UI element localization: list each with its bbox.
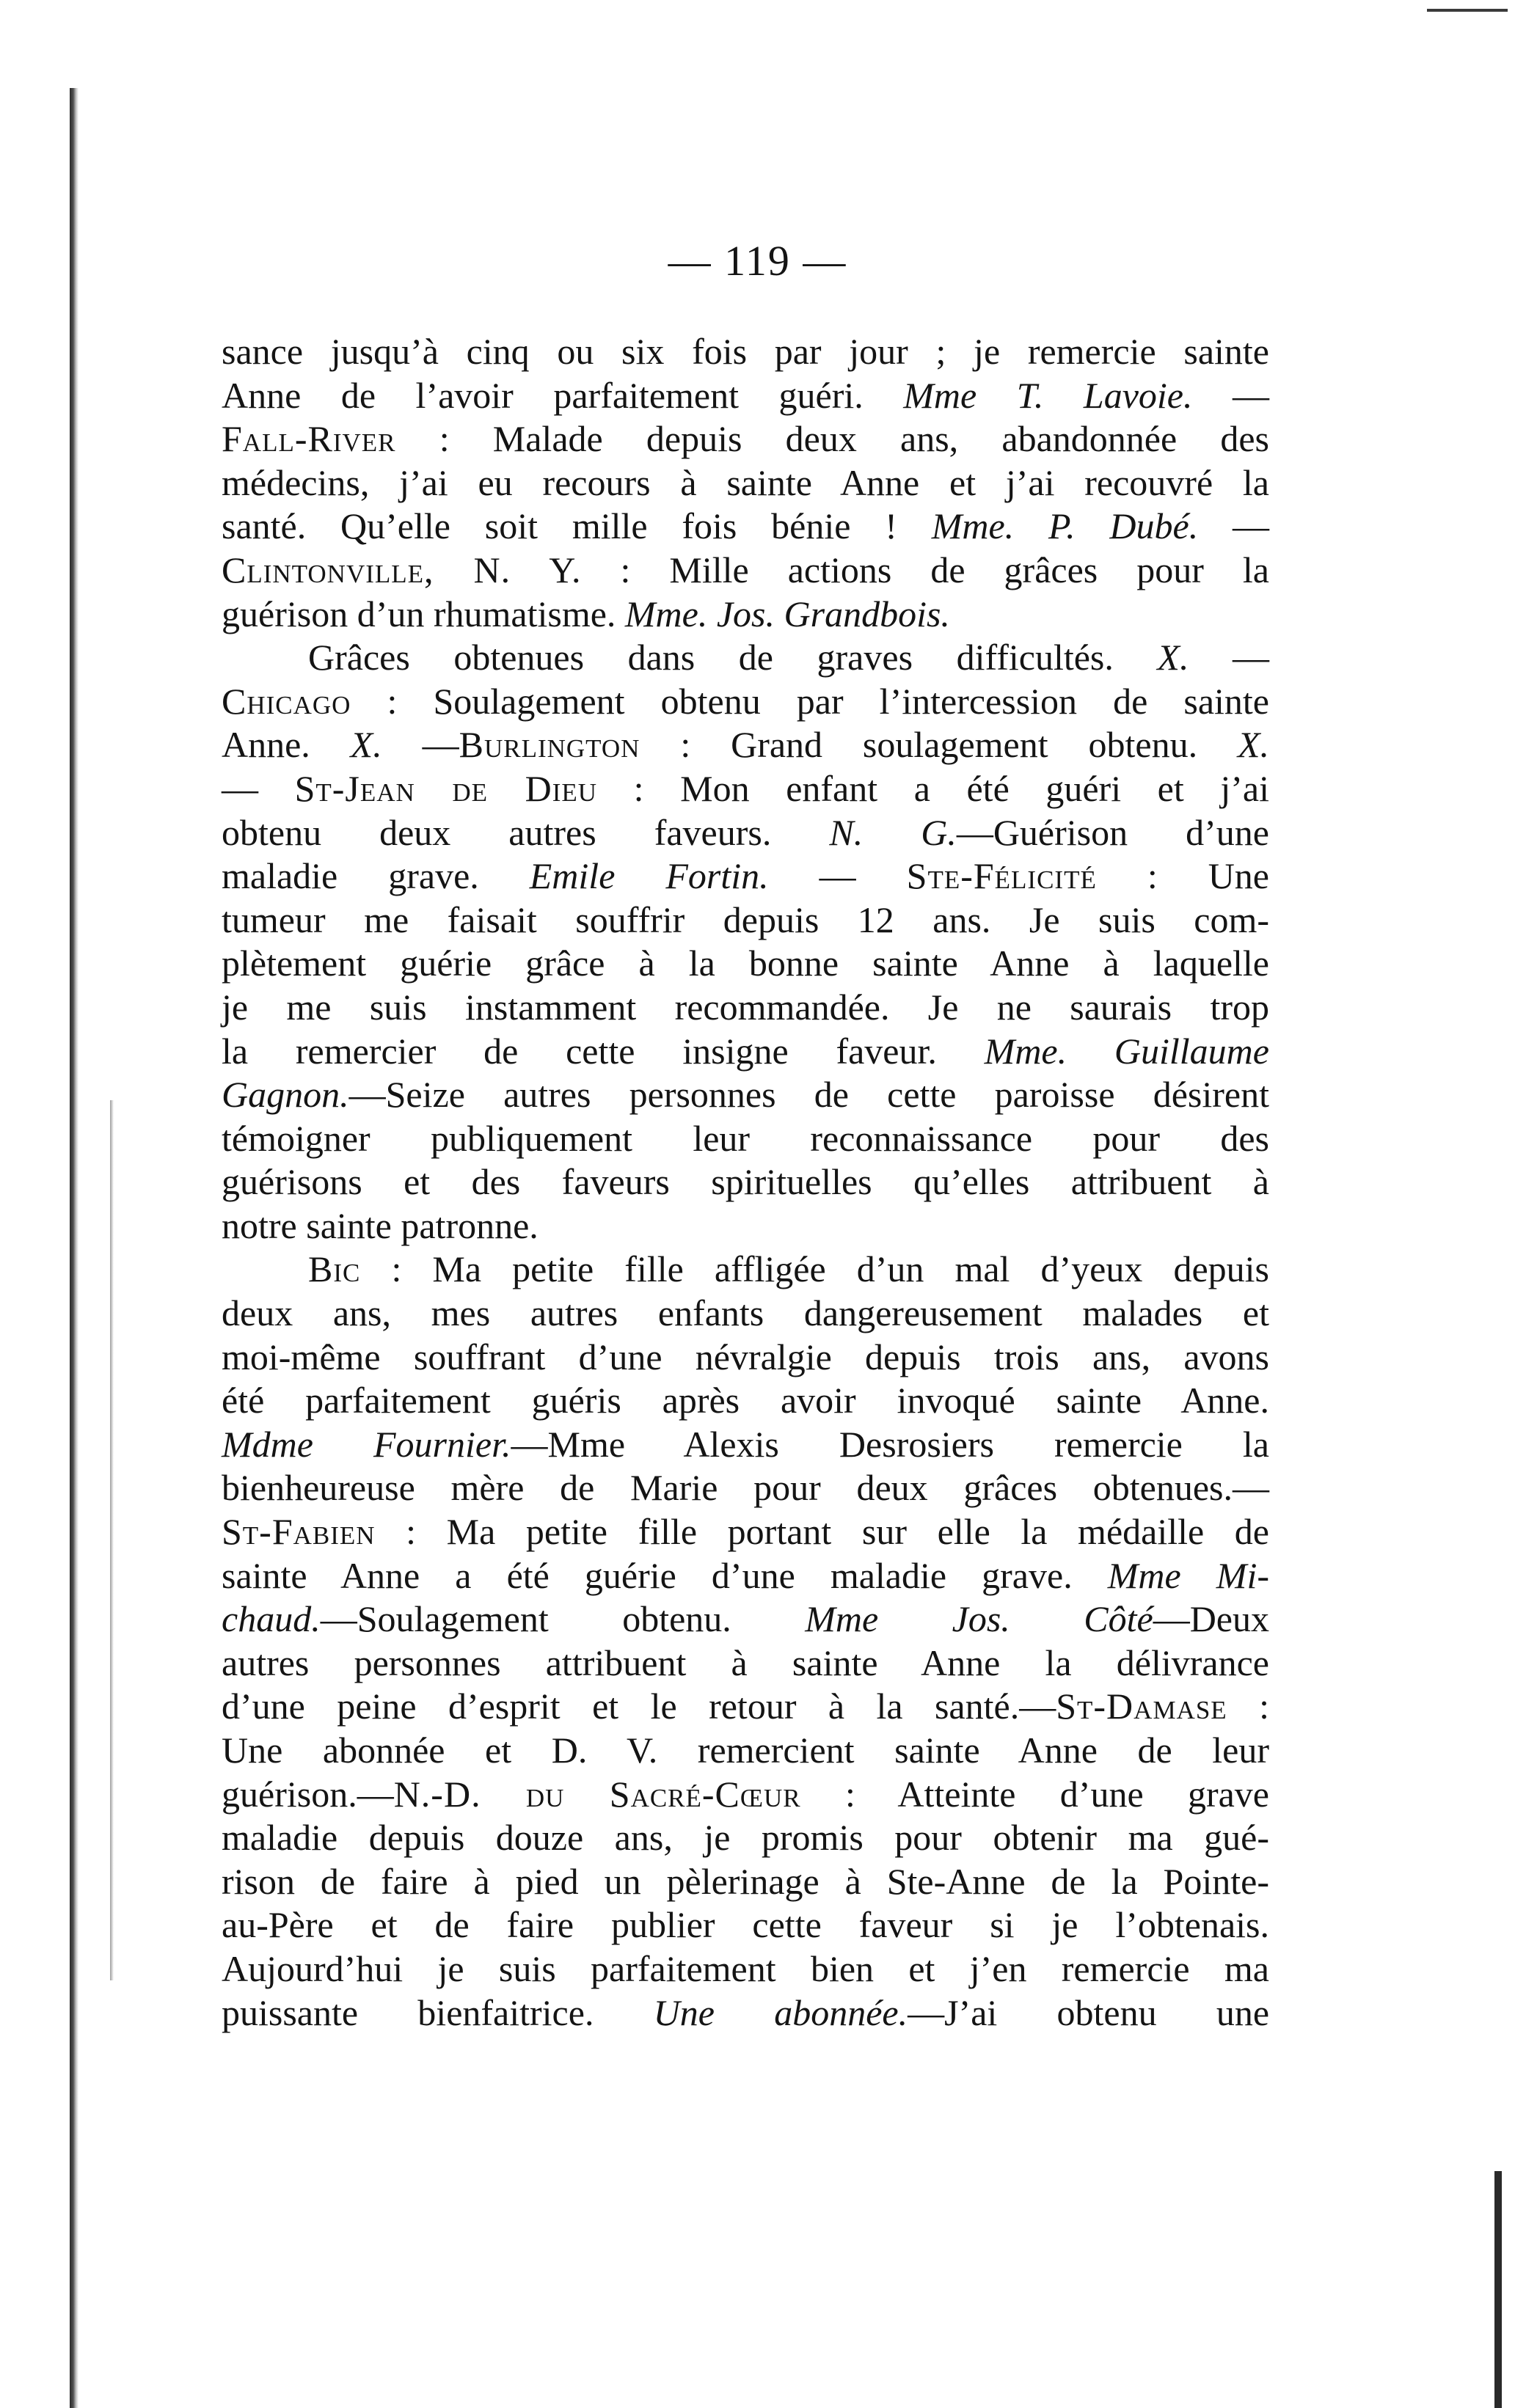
text-run: Aujourd’hui je suis parfaitement bien et j’en remercie ma — [222, 1947, 1269, 1989]
text-run: — — [1192, 374, 1269, 416]
text-line — [222, 417, 1269, 461]
text-run: Une abonnée et D. V. remercient sainte Anne de leur — [222, 1730, 1269, 1771]
italic-signature: Mme. Guillaume — [984, 1030, 1269, 1072]
italic-signature: Mme. P. Dubé. — [931, 505, 1199, 547]
text-line — [222, 593, 1269, 637]
text-run: maladie grave. — [222, 855, 530, 897]
place-name: St-Jean de Dieu — [294, 767, 598, 809]
text-line — [222, 1598, 1269, 1642]
text-run: au-Père et de faire publier cette faveur si je l’obtenais. — [222, 1904, 1269, 1946]
text-run: bienheureuse mère de Marie pour deux grâces obtenues.— — [222, 1467, 1269, 1509]
text-run: : Malade depuis deux ans, abandonnée des — [395, 418, 1269, 460]
text-run: témoigner publiquement leur reconnaissance pour des — [222, 1117, 1269, 1159]
italic-signature: chaud. — [222, 1598, 321, 1640]
text-line — [222, 899, 1269, 943]
text-run: guérisons et des faveurs spirituelles qu’elles attribuent à — [222, 1161, 1269, 1203]
text-run: la remercier de cette insigne faveur. — [222, 1030, 985, 1072]
text-run: —Mme Alexis Desrosiers remercie la — [511, 1423, 1269, 1465]
text-line — [222, 1903, 1269, 1947]
text-line — [222, 1117, 1269, 1161]
place-name: Clintonville, N. Y. — [222, 549, 582, 590]
text-line — [222, 723, 1269, 767]
text-line — [222, 1510, 1269, 1554]
text-line — [222, 986, 1269, 1030]
italic-signature: Mme Jos. Côté — [805, 1598, 1153, 1640]
text-line — [222, 767, 1269, 811]
text-run: moi-même souffrant d’une névralgie depuis trois ans, avons — [222, 1336, 1269, 1377]
page-body-text — [222, 330, 1269, 2035]
text-line — [222, 549, 1269, 593]
text-run: : Mille actions de grâces pour la — [581, 549, 1269, 590]
text-line — [222, 1336, 1269, 1380]
text-run: santé. Qu’elle soit mille fois bénie ! — [222, 505, 932, 547]
text-line — [222, 1773, 1269, 1817]
italic-signature: Mme T. Lavoie. — [903, 374, 1193, 416]
text-run: obtenu deux autres faveurs. — [222, 811, 830, 853]
text-line — [222, 1991, 1269, 2035]
text-run: deux ans, mes autres enfants dangereusement malades et — [222, 1292, 1269, 1334]
text-line — [222, 1292, 1269, 1336]
italic-signature: Emile Fortin. — [529, 855, 769, 897]
text-run: Anne de l’avoir parfaitement guéri. — [222, 374, 904, 416]
place-name: St-Fabien — [222, 1511, 376, 1553]
text-run: sainte Anne a été guérie d’une maladie grave. — [222, 1554, 1108, 1596]
text-run: — — [1198, 505, 1270, 547]
text-run: : Une — [1096, 855, 1270, 897]
italic-signature: Mdme Fournier. — [222, 1423, 511, 1465]
text-run: : Soulagement obtenu par l’intercession de sainte — [351, 680, 1269, 722]
text-run: notre sainte patronne. — [222, 1204, 539, 1246]
text-run: —Soulagement obtenu. — [320, 1598, 806, 1640]
text-run: guérison.— — [222, 1773, 394, 1815]
text-run: médecins, j’ai eu recours à sainte Anne et j’ai recouvré la — [222, 461, 1269, 503]
text-run: maladie depuis douze ans, je promis pour obtenir ma gué- — [222, 1817, 1269, 1859]
text-run: puissante bienfaitrice. — [222, 1991, 654, 2033]
text-line — [222, 1466, 1269, 1510]
text-line — [222, 374, 1269, 418]
text-run: — — [768, 855, 907, 897]
place-name: St-Damase — [1056, 1686, 1227, 1727]
text-run: : Mon enfant a été guéri et j’ai — [597, 767, 1269, 809]
text-line — [222, 1160, 1269, 1204]
place-name: Ste-Félicité — [906, 855, 1097, 897]
italic-signature: X. — [1157, 637, 1189, 678]
text-run: —Deux — [1153, 1598, 1269, 1640]
text-line — [222, 854, 1269, 899]
text-line — [222, 1642, 1269, 1686]
place-name: N.-D. du Sacré-Cœur — [393, 1773, 801, 1815]
page-number: — 119 — — [668, 237, 847, 285]
place-name: Chicago — [222, 680, 351, 722]
text-run: : Grand soulagement obtenu. — [640, 724, 1238, 766]
text-run: —Guérison d’une — [956, 811, 1269, 853]
text-line — [222, 1729, 1269, 1773]
scan-edge-mark — [1494, 2171, 1502, 2408]
text-run: —J’ai obtenu une — [908, 1991, 1270, 2033]
text-run: : — [1227, 1686, 1269, 1727]
text-line — [222, 1860, 1269, 1904]
text-line — [222, 1554, 1269, 1598]
text-line — [222, 1423, 1269, 1467]
text-run: été parfaitement guéris après avoir invoqué sainte Anne. — [222, 1380, 1269, 1421]
text-run: — — [222, 767, 295, 809]
text-run: Anne. — [222, 724, 351, 766]
text-line — [222, 1947, 1269, 1991]
text-line — [222, 942, 1269, 986]
text-line — [222, 811, 1269, 855]
text-line — [222, 1816, 1269, 1860]
place-name: Fall-River — [222, 418, 396, 460]
text-line — [222, 1030, 1269, 1074]
text-line — [222, 1685, 1269, 1729]
text-line — [222, 680, 1269, 724]
text-line — [222, 505, 1269, 549]
text-run: tumeur me faisait souffrir depuis 12 ans. Je suis com- — [222, 899, 1269, 940]
text-run: sance jusqu’à cinq ou six fois par jour ; je remercie sainte — [222, 331, 1269, 372]
binding-shadow-secondary — [110, 1100, 114, 1980]
text-run: : Ma petite fille affligée d’un mal d’yeux depuis — [360, 1248, 1269, 1290]
text-line — [222, 1073, 1269, 1117]
text-run: Grâces obtenues dans de graves difficultés. — [308, 637, 1158, 678]
place-name: Bic — [308, 1248, 361, 1290]
text-run: plètement guérie grâce à la bonne sainte Anne à laquelle — [222, 943, 1269, 984]
text-line — [222, 636, 1269, 680]
text-run: autres personnes attribuent à sainte Anne la délivrance — [222, 1642, 1269, 1683]
italic-signature: Une abonnée. — [653, 1991, 908, 2033]
text-run: — — [1189, 637, 1270, 678]
scan-corner-mark — [1427, 9, 1508, 12]
italic-signature: Gagnon. — [222, 1074, 349, 1116]
text-line — [222, 330, 1269, 374]
text-run: d’une peine d’esprit et le retour à la santé.— — [222, 1686, 1056, 1727]
text-line — [222, 461, 1269, 505]
italic-signature: X. — [1237, 724, 1269, 766]
text-line — [222, 1379, 1269, 1423]
italic-signature: Mme Mi- — [1107, 1554, 1269, 1596]
text-run: — — [382, 724, 459, 766]
binding-shadow — [70, 88, 79, 2408]
text-run: : Ma petite fille portant sur elle la médaille de — [375, 1511, 1269, 1553]
italic-signature: X. — [350, 724, 382, 766]
place-name: Burlington — [459, 724, 640, 766]
text-run: guérison d’un rhumatisme. — [222, 593, 625, 634]
text-line — [222, 1248, 1269, 1292]
text-run: rison de faire à pied un pèlerinage à Ste-Anne de la Pointe- — [222, 1860, 1269, 1902]
text-run: je me suis instamment recommandée. Je ne saurais trop — [222, 986, 1269, 1028]
text-line — [222, 1204, 1269, 1248]
text-run: —Seize autres personnes de cette paroisse désirent — [348, 1074, 1269, 1116]
text-run: : Atteinte d’une grave — [800, 1773, 1269, 1815]
italic-signature: Mme. Jos. Grandbois. — [624, 593, 950, 634]
italic-signature: N. G. — [829, 811, 957, 853]
